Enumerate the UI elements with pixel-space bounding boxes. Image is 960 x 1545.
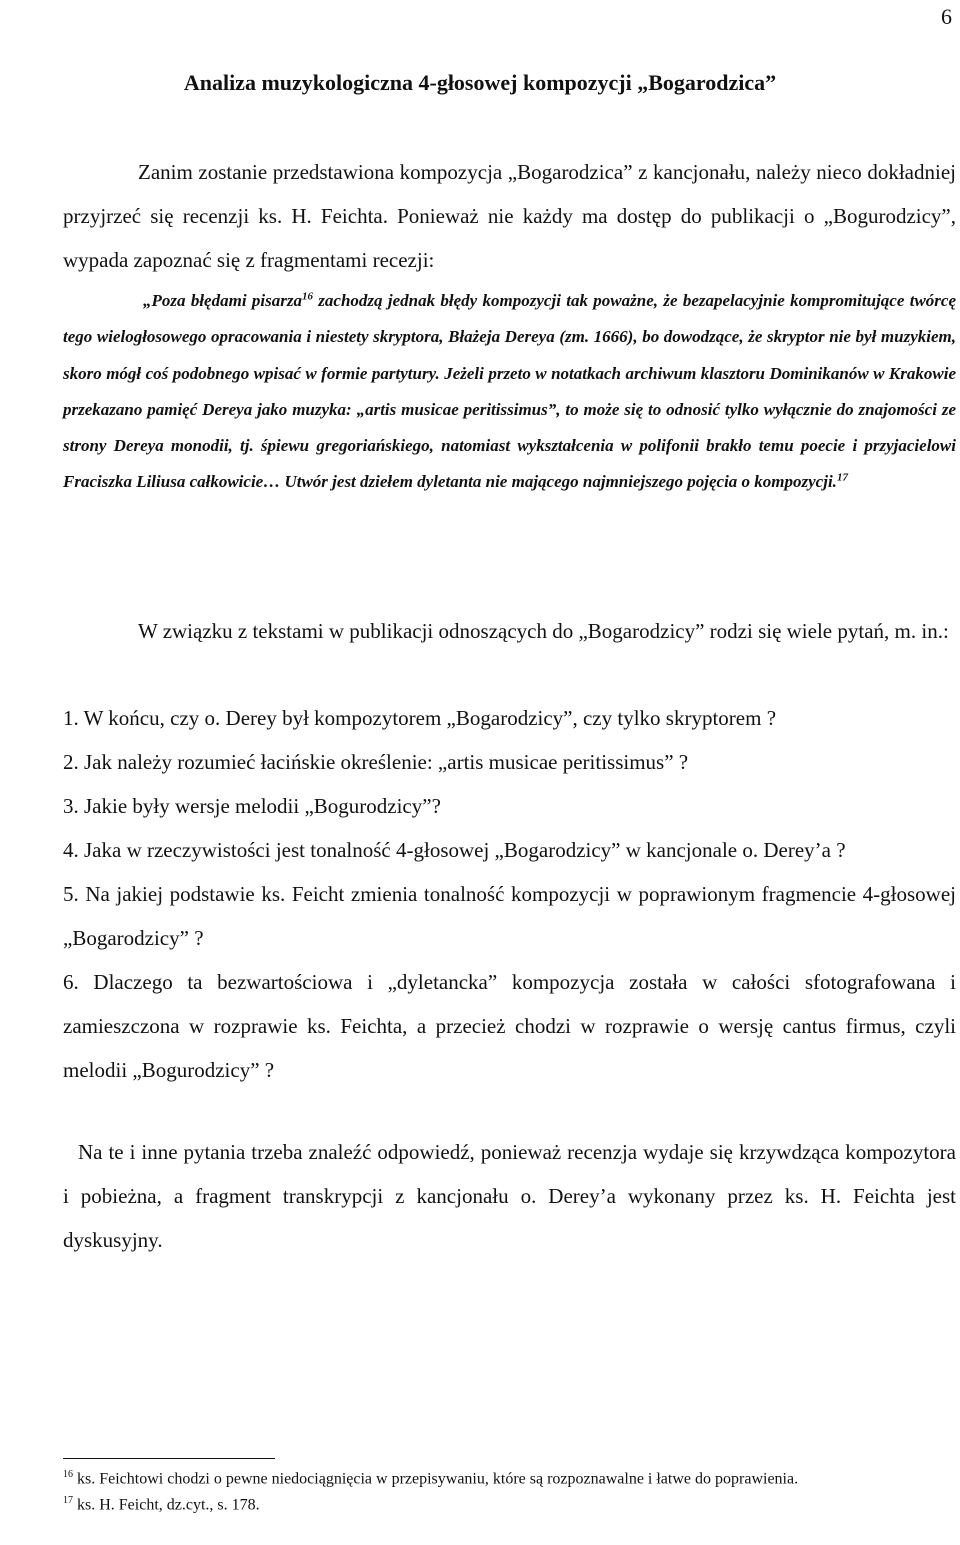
list-item: 6. Dlaczego ta bezwartościowa i „dyletancka” kompozycja została w całości sfotografowana i zamieszczona w rozprawie ks. Feichta, a przecież chodzi w rozprawie o wersję cantus firmus, czyli melodii „Bogurodzicy” ? <box>63 970 956 1082</box>
footnote-text: ks. H. Feicht, dz.cyt., s. 178. <box>73 1496 260 1514</box>
page-number: 6 <box>941 4 952 29</box>
footnote-16 <box>63 1464 956 1490</box>
questions-list <box>63 696 956 1092</box>
footnote-number: 16 <box>63 1469 73 1480</box>
transition-paragraph: W związku z tekstami w publikacji odnoszących do „Bogarodzicy” rodzi się wiele pytań, m. in.: <box>138 619 949 643</box>
conclusion-paragraph: Na te i inne pytania trzeba znaleźć odpowiedź, ponieważ recenzja wydaje się krzywdząca kompozytora i pobieżna, a fragment transkrypcji z kancjonału o. Derey’a wykonany przez ks. H. Feichta jest dyskusyjny. <box>63 1140 956 1252</box>
page-title: Analiza muzykologiczna 4-głosowej kompozycji „Bogarodzica” <box>183 70 777 95</box>
footnote-divider <box>63 1458 275 1459</box>
quote-part-1: „Poza błędami pisarza <box>143 291 302 310</box>
list-item: 5. Na jakiej podstawie ks. Feicht zmienia tonalność kompozycji w poprawionym fragmencie 4-głosowej „Bogarodzicy” ? <box>63 882 956 950</box>
intro-paragraph: Zanim zostanie przedstawiona kompozycja „Bogarodzica” z kancjonału, należy nieco dokładniej przyjrzeć się recenzji ks. H. Feichta. Ponieważ nie każdy ma dostęp do publikacji o „Bogurodzicy”, wypada zapoznać się z fragmentami recezji: <box>63 160 956 272</box>
list-item: 3. Jakie były wersje melodii „Bogurodzicy”? <box>63 794 441 818</box>
footnote-17 <box>63 1490 956 1516</box>
list-item: 4. Jaka w rzeczywistości jest tonalność 4-głosowej „Bogarodzicy” w kancjonale o. Derey’a ? <box>63 838 846 862</box>
list-item: 2. Jak należy rozumieć łacińskie określenie: „artis musicae peritissimus” ? <box>63 750 689 774</box>
footnote-number: 17 <box>63 1495 73 1507</box>
review-quote <box>63 283 956 501</box>
footnote-ref-16: 16 <box>301 290 313 303</box>
footnotes <box>63 1464 956 1517</box>
quote-part-2: zachodzą jednak błędy kompozycji tak poważne, że bezapelacyjnie kompromitujące twórcę tego wielogłosowego opracowania i niestety skryptora, Błażeja Dereya (zm. 1666), bo dowodzące, że skryptor nie był muzykiem, skoro mógł coś podobnego wpisać w formie partytury. Jeżeli przeto w notatkach archiwum klasztoru Dominikanów w Krakowie przekazano pamięć Dereya jako muzyka: „artis musicae peritissimus”, to może się to odnosić tylko wyłącznie do znajomości ze strony Dereya monodii, tj. śpiewu gregoriańskiego, natomiast wykształcenia w polifonii brakło temu poecie i przyjacielowi Fraciszka Liliusa całkowicie… Utwór jest dziełem dyletanta nie mającego najmniejszego pojęcia o kompozycji. <box>63 291 956 492</box>
footnote-text: ks. Feichtowi chodzi o pewne niedociągnięcia w przepisywaniu, które są rozpoznawalne i łatwe do poprawienia. <box>73 1470 799 1488</box>
list-item: 1. W końcu, czy o. Derey był kompozytorem „Bogarodzicy”, czy tylko skryptorem ? <box>63 706 777 730</box>
footnote-ref-17: 17 <box>836 471 848 484</box>
